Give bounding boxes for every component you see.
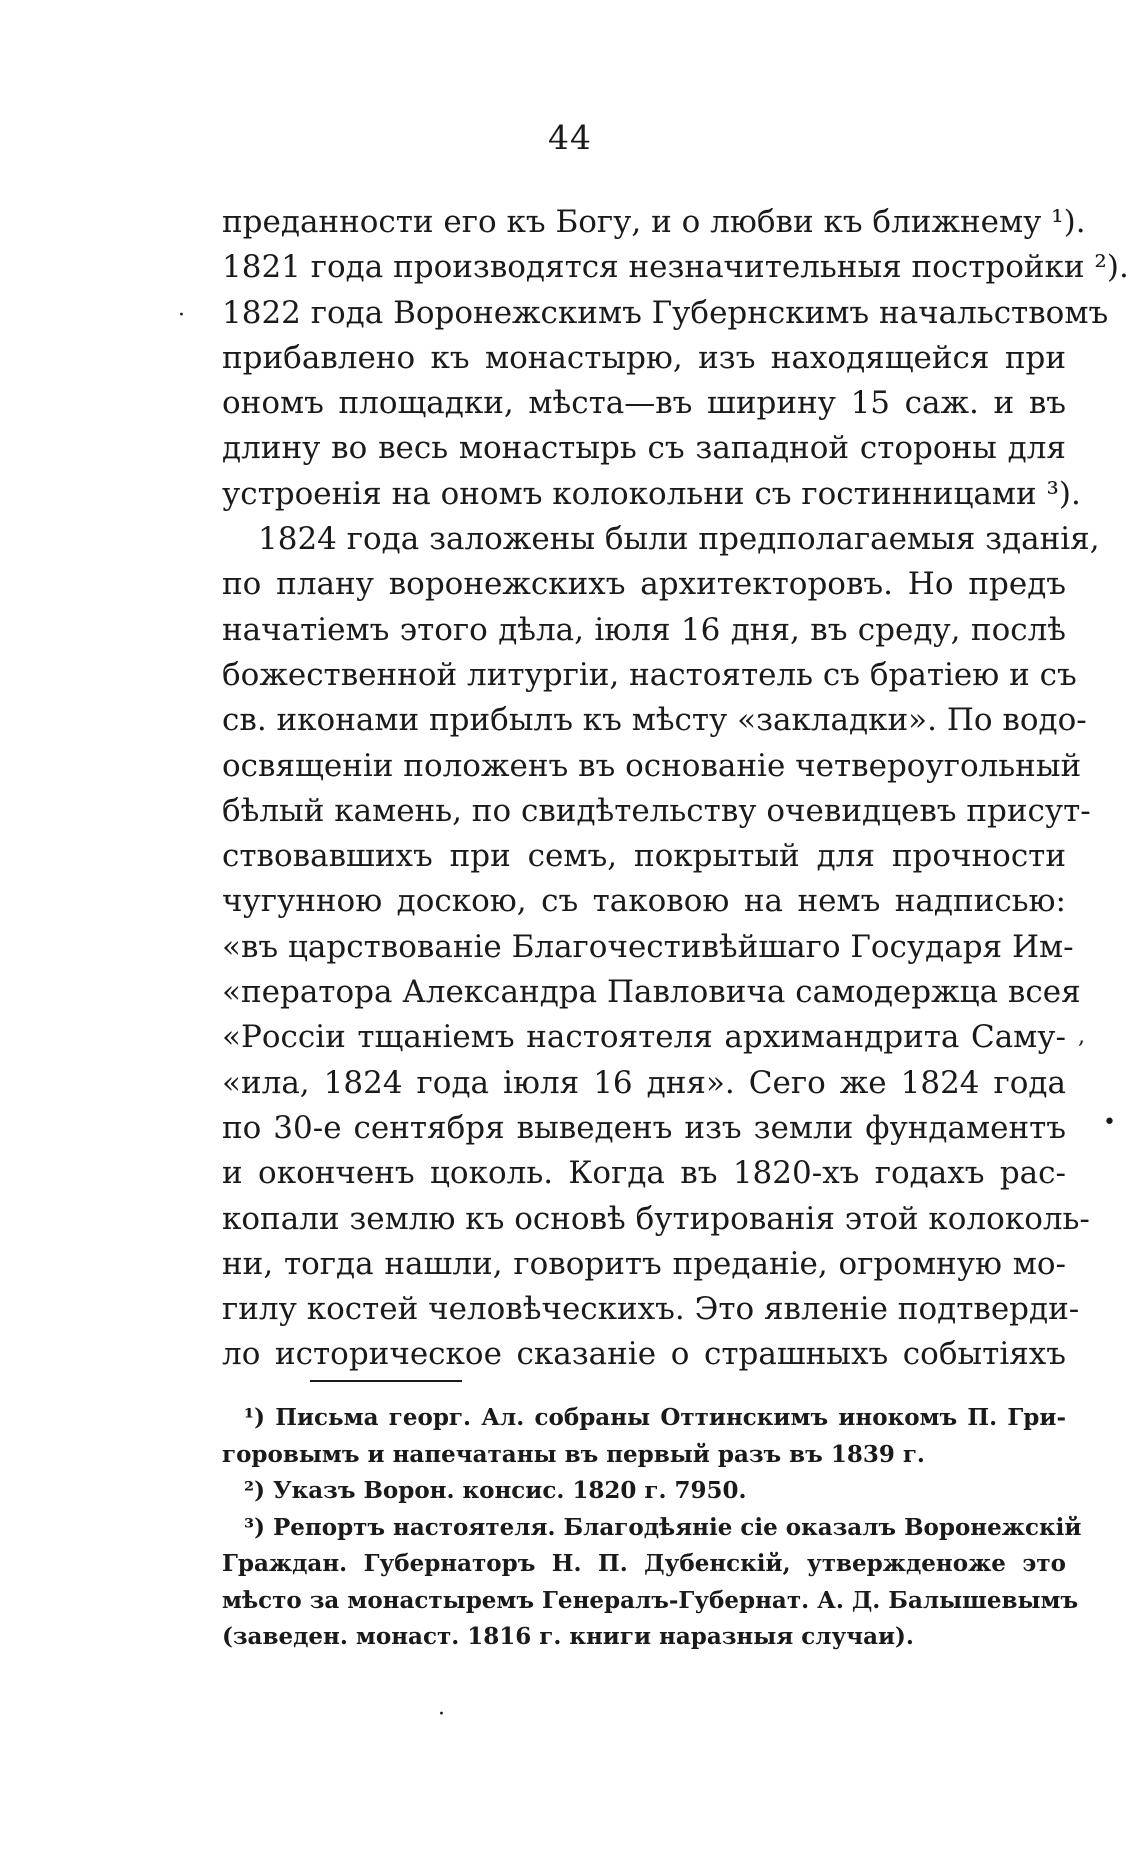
body-line: начатіемъ этого дѣла, іюля 16 дня, въ среду, послѣ	[222, 611, 1066, 648]
body-line: по плану воронежскихъ архитекторовъ. Но предъ	[222, 566, 1066, 603]
body-line: «Россіи тщаніемъ настоятеля архимандрита Саму-	[222, 1019, 1066, 1056]
body-line: прибавлено къ монастырю, изъ находящейся при	[222, 339, 1066, 376]
body-line: по 30-е сентября выведенъ изъ земли фундаментъ	[222, 1109, 1066, 1146]
footnote-line: ²) Указъ Ворон. консис. 1820 г. 7950.	[244, 1477, 747, 1504]
body-line: чугунною доскою, съ таковою на немъ надписью:	[222, 883, 1066, 920]
footnote-line: мѣсто за монастыремъ Генералъ-Губернат. А. Д. Балышевымъ	[222, 1586, 1079, 1614]
body-line: гилу костей человѣческихъ. Это явленіе подтверди-	[222, 1291, 1080, 1328]
footnote-separator	[310, 1380, 462, 1382]
body-line: «ператора Александра Павловича самодержца всея	[222, 974, 1081, 1011]
body-line: 1821 года производятся незначительныя постройки ²).	[222, 249, 1129, 286]
body-line: освященіи положенъ въ основаніе четвероугольный	[222, 747, 1082, 784]
body-line: 1822 года Воронежскимъ Губернскимъ начальствомъ	[222, 294, 1109, 331]
body-line: св. иконами прибылъ къ мѣсту «закладки». По водо-	[222, 702, 1087, 739]
body-line: преданности его къ Богу, и о любви къ ближнему ¹).	[222, 204, 1086, 240]
body-line: ствовавшихъ при семъ, покрытый для прочности	[222, 838, 1066, 875]
body-line: ономъ площадки, мѣста—въ ширину 15 саж. и въ	[222, 385, 1066, 422]
footnotes	[222, 1400, 1082, 1656]
paragraph-start-line: 1824 года заложены были предполагаемыя зданія,	[258, 521, 1100, 558]
body-line: божественной литургіи, настоятель съ братіею и съ	[222, 656, 1077, 693]
body-line: копали землю къ основѣ бутированія этой колоколь-	[222, 1200, 1090, 1237]
body-line: длину во весь монастырь съ западной стороны для	[222, 430, 1066, 467]
footnote-line: ¹) Письма георг. Ал. собраны Оттинскимъ инокомъ П. Гри-	[244, 1404, 1066, 1431]
footnote-line: (заведен. монаст. 1816 г. книги наразныя случаи).	[222, 1623, 914, 1650]
margin-speck: ·	[178, 303, 185, 328]
body-line: «ила, 1824 года іюля 16 дня». Сего же 1824 года	[222, 1064, 1066, 1101]
body-line: ни, тогда нашли, говоритъ преданіе, огромную мо-	[222, 1245, 1066, 1282]
body-line: «въ царствованіе Благочестивѣйшаго Государя Им-	[222, 928, 1074, 965]
margin-speck: ·	[438, 1702, 445, 1727]
margin-speck: ,	[1078, 1024, 1085, 1049]
footnote-line: ³) Репортъ настоятеля. Благодѣяніе сіе оказалъ Воронежскій	[244, 1513, 1082, 1541]
body-line: устроенія на ономъ колокольни съ гостинницами ³).	[222, 475, 1081, 512]
page-number: 44	[548, 118, 592, 157]
body-line: бѣлый камень, по свидѣтельству очевидцевъ присут-	[222, 792, 1091, 829]
footnote-line: горовымъ и напечатаны въ первый разъ въ 1839 г.	[222, 1440, 925, 1468]
margin-speck: •	[1103, 1110, 1116, 1135]
body-line: ло историческое сказаніе о страшныхъ событіяхъ	[222, 1336, 1066, 1373]
body-line: и оконченъ цоколь. Когда въ 1820-хъ годахъ рас-	[222, 1155, 1066, 1192]
body-text	[222, 200, 1129, 1378]
footnote-line: Граждан. Губернаторъ Н. П. Дубенскій, утвержденоже это	[222, 1550, 1066, 1577]
